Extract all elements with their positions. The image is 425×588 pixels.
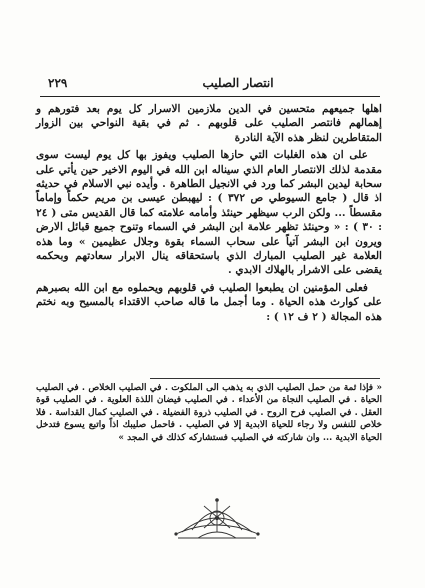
header-rule <box>40 96 380 97</box>
page-number: ٢٢٩ <box>48 76 68 90</box>
ornament-icon <box>168 496 266 542</box>
footnote-rule <box>150 378 380 379</box>
body-text <box>36 102 382 327</box>
paragraph-1: اهلها جميعهم متحسين في الدين ملازمين الاسرار كل يوم بعد فتورهم و إهمالهم فانتصر الصليب على قلوبهم . ثم في بقية النواحي بين الزوار المتقاطرين لنظر هذه الآية النادرة <box>36 103 382 144</box>
footnote-quote: « فإذا ثمة من حمل الصليب الذي به يذهب الى الملكوت . في الصليب الخلاص . في الصليب الحياة . في الصليب النجاة من الأعداء . في الصليب فيضان اللذة العلوية . في الصليب قوة العقل . في الصليب فرح الروح . في الصليب ذروة الفضيلة . في الصليب كمال القداسة . فلا خلاص للنفس ولا رجاء للحياة الابدية إلا في الصليب . فاحمل صليبك اذاً واتبع يسوع فتدخل الحياة الابدية ... وان شاركته في الصليب فستشاركه كذلك في المجد » <box>36 383 382 443</box>
paragraph-3: فعلى المؤمنين ان يطبعوا الصليب في قلوبهم ويحملوه مع ابن الله بصبرهم على كوارث هذه الحياة . وما أجمل ما قاله صاحب الاقتداء بالمسيح وبه نختم هذه المجالة ( ٢ ف ١٢ ) : <box>36 281 382 323</box>
paragraph-2: على ان هذه الغلبات التي حازها الصليب ويفوز بها كل يوم ليست سوى مقدمة لذلك الانتصار العام الذي سيناله ابن الله في اليوم الاخير حين يأتي على سحابة ليدين البشر كما ورد في الانجيل الطاهرة . وأيده نبي الاسلام في حديثه اذ قال ( جامع السيوطي ص ٣٧٢ ) : ليهبطن عيسى بن مريم حكماً وإماماً مقسطاً ... ولكن الرب سيظهر حينئذ وأمامه علامته كما قال القديس متى ( ٢٤ : ٣٠ ) : « وحينئذ تظهر علامة ابن البشر في السماء وتنوح جميع قبائل الارض ويرون ابن البشر آتياً على سحاب السماء بقوة وجلال عظيمين » وما هذه العلامة غير الصليب المبارك الذي باستحقاقه ينال الابرار سعادتهم وبحكمه يقضى على الاشرار بالهلاك الابدي . <box>36 149 382 277</box>
running-title: انتصار الصليب <box>202 76 274 90</box>
page-header <box>48 76 378 94</box>
